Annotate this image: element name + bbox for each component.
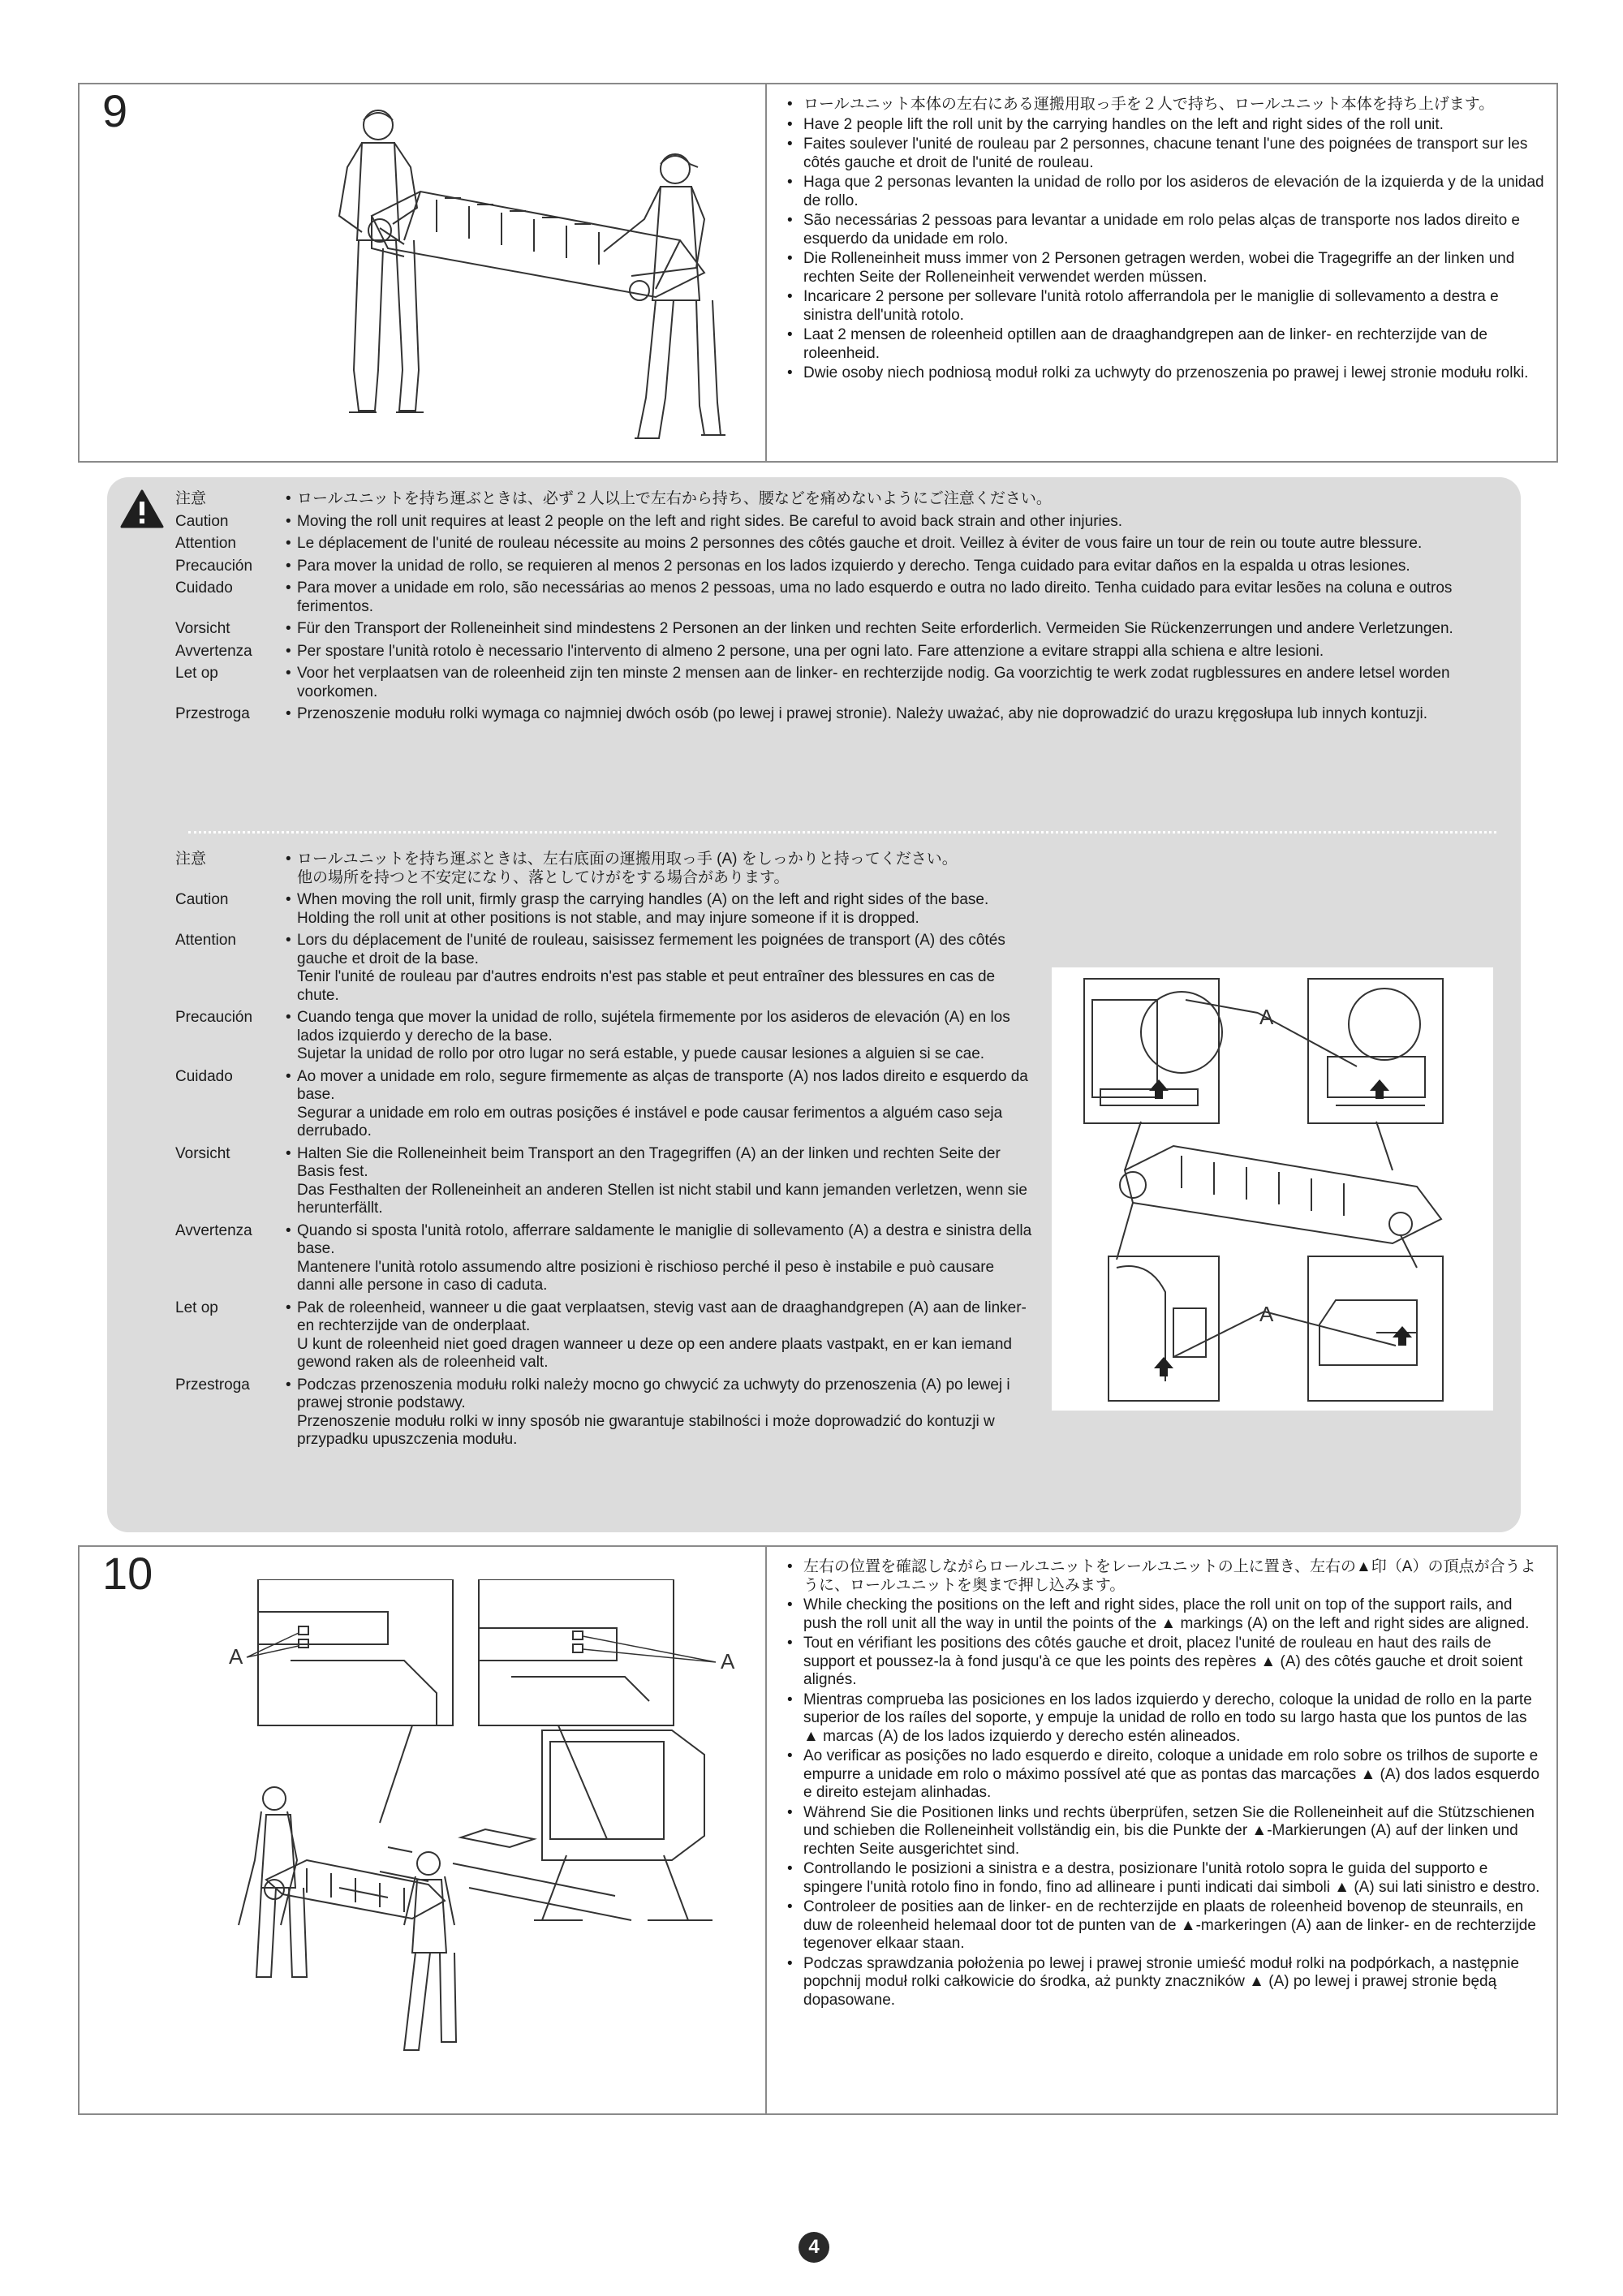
caution-text: • Für den Transport der Rolleneinheit sind mindestens 2 Personen an der linken und rechten Seite erforderlich. Vermeiden Sie Rückenzerrungen und andere Verletzungen. — [286, 620, 1453, 639]
caution-text: • When moving the roll unit, firmly grasp the carrying handles (A) on the left and right sides of the base. Holding the roll unit at other positions is not stable, and may injure someone if it is dropped. — [286, 891, 988, 928]
caution-row-nl — [175, 665, 1522, 701]
instruction-en: • While checking the positions on the left and right sides, place the roll unit on top of the support rails, and push the roll unit all the way in until the points of the ▲ markings (A) on the left and right sides are aligned. — [784, 1596, 1545, 1633]
caution-label: 注意 — [175, 490, 207, 507]
column-divider — [765, 84, 767, 461]
callout-a-label: A — [229, 1644, 243, 1669]
page-number: 4 — [799, 2232, 829, 2263]
caution-text: • Lors du déplacement de l'unité de rouleau, saisissez fermement les poignées de transport (A) des côtés gauche et droit de la base. Tenir l'unité de rouleau par d'autres endroits n'est pas stable et peut entraîner des blessures en cas de chute. — [286, 932, 1035, 1005]
caution-row-en — [175, 891, 1035, 928]
caution-row-fr — [175, 535, 1522, 554]
callout-a-label: A — [721, 1649, 735, 1674]
caution-label: Cuidado — [175, 1067, 233, 1085]
instruction-nl: • Controleer de posities aan de linker- en de rechterzijde en plaats de roleenheid bovenop de steunrails, en duw de roleenheid helemaal door tot de punten van de ▲-markeringen (A) aan de linker- en de rechterzijde tegenover elkaar staan. — [784, 1898, 1545, 1954]
two-people-lifting-roll-unit-illustration — [258, 94, 729, 451]
caution-text: • Moving the roll unit requires at least 2 people on the left and right sides. Be careful to avoid back strain and other injuries. — [286, 513, 1122, 532]
caution-row-nl — [175, 1299, 1035, 1372]
caution-row-it — [175, 1222, 1035, 1295]
caution-text: • Le déplacement de l'unité de rouleau nécessite au moins 2 personnes des côtés gauche et droit. Veillez à éviter de vous faire un tour de rein ou toute autre blessure. — [286, 535, 1422, 554]
caution-row-pt — [175, 579, 1522, 616]
instruction-pt: • São necessárias 2 pessoas para levantar a unidade em rolo pelas alças de transporte nos lados direito e esquerdo da unidade em rolo. — [784, 212, 1545, 248]
caution-list-carrying-handles — [175, 851, 1035, 1454]
instruction-it: • Controllando le posizioni a sinistra e a destra, posizionare l'unità rotolo sopra le guida del supporto e spingere l'unità rotolo fino in fondo, fino ad allineare i punti indicati dai simboli ▲ (A) sui lati sinistro e destro. — [784, 1860, 1545, 1897]
instruction-es: • Mientras comprueba las posiciones en los lados izquierdo y derecho, coloque la unidad de rollo en la parte superior de los raíles del soporte, y empuje la unidad de rollo en todo su largo hasta que los puntos de las ▲ marcas (A) de los lados izquierdo y derecho estén alineados. — [784, 1691, 1545, 1747]
caution-row-de — [175, 620, 1522, 639]
step-10 — [78, 1545, 1558, 2115]
caution-label: Attention — [175, 932, 236, 949]
instruction-de: • Die Rolleneinheit muss immer von 2 Personen getragen werden, wobei die Tragegriffe an der linken und rechten Seite der Rolleneinheit verwendet werden müssen. — [784, 250, 1545, 286]
instruction-nl: • Laat 2 mensen de roleenheid optillen aan de draaghandgrepen aan de linker- en rechterzijde van de roleenheid. — [784, 326, 1545, 363]
caution-label: Przestroga — [175, 1376, 250, 1394]
caution-label: Let op — [175, 1299, 218, 1316]
caution-row-fr — [175, 932, 1035, 1005]
instruction-es: • Haga que 2 personas levanten la unidad de rollo por los asideros de elevación de la izquierda y de la unidad de rollo. — [784, 174, 1545, 210]
caution-label: Vorsicht — [175, 1144, 230, 1162]
caution-label: Avvertenza — [175, 642, 252, 660]
caution-text: • Per spostare l'unità rotolo è necessario l'intervento di almeno 2 persone, una per ogni lato. Fare attenzione a evitare strappi alla schiena e altre lesioni. — [286, 643, 1324, 661]
callout-a-label: A — [1259, 1302, 1274, 1326]
carrying-handles-detail-illustration — [1052, 967, 1493, 1411]
caution-label: Vorsicht — [175, 620, 230, 637]
caution-row-en — [175, 513, 1522, 532]
caution-label: Przestroga — [175, 705, 250, 722]
step-9-instructions — [784, 96, 1545, 385]
caution-row-ja — [175, 490, 1522, 509]
roll-unit-placement-illustration — [209, 1579, 761, 2083]
caution-text: • Ao mover a unidade em rolo, segure firmemente as alças de transporte (A) nos lados direito e esquerdo da base. Segurar a unidade em rolo em outras posições é instável e pode causar ferimentos a alguém caso seja derrubado. — [286, 1068, 1035, 1141]
dotted-separator — [188, 831, 1496, 834]
instruction-de: • Während Sie die Positionen links und rechts überprüfen, setzen Sie die Rolleneinheit auf die Stützschienen und schieben die Rolleneinheit vollständig ein, bis die Punkte der ▲-Markierungen (A) auf der linken und rechten Seite ausgerichtet sind. — [784, 1804, 1545, 1859]
step-number: 10 — [102, 1548, 153, 1599]
caution-label: Avvertenza — [175, 1221, 252, 1239]
callout-a-label: A — [1259, 1005, 1274, 1029]
caution-text: • ロールユニットを持ち運ぶときは、左右底面の運搬用取っ手 (A) をしっかりと持ってください。 他の場所を持つと不安定になり、落としてけがをする場合があります。 — [286, 851, 958, 887]
instruction-ja: • 左右の位置を確認しながらロールユニットをレールユニットの上に置き、左右の▲印（A）の頂点が合うように、ロールユニットを奥まで押し込みます。 — [784, 1558, 1545, 1595]
caution-list-back-strain — [175, 490, 1522, 728]
caution-text: • Halten Sie die Rolleneinheit beim Transport an den Tragegriffen (A) an der linken und rechten Seite der Basis fest. Das Festhalten der Rolleneinheit an anderen Stellen ist nicht stabil und kann jemanden verletzen, wenn sie herunterfällt. — [286, 1145, 1035, 1218]
caution-text: • Pak de roleenheid, wanneer u die gaat verplaatsen, stevig vast aan de draaghandgrepen (A) aan de linker- en rechterzijde van de onderplaat. U kunt de roleenheid niet goed dragen wanneer u deze op een andere plaats vastpakt, en er kan iemand gewond raken als de roleenheid valt. — [286, 1299, 1035, 1372]
step-10-instructions — [784, 1558, 1545, 2011]
caution-label: 注意 — [175, 851, 207, 868]
caution-text: • Voor het verplaatsen van de roleenheid zijn ten minste 2 mensen aan de linker- en rechterzijde nodig. Ga voorzichtig te werk zodat rugblessures en andere letsel worden voorkomen. — [286, 665, 1522, 701]
caution-row-pl — [175, 1376, 1035, 1450]
step-9 — [78, 83, 1558, 463]
instruction-fr: • Faites soulever l'unité de rouleau par 2 personnes, chacune tenant l'une des poignées de transport sur les côtés gauche et droit de l'unité de rouleau. — [784, 136, 1545, 172]
caution-label: Precaución — [175, 1009, 253, 1026]
caution-text: • Przenoszenie modułu rolki wymaga co najmniej dwóch osób (po lewej i prawej stronie). Należy uważać, aby nie doprowadzić do urazu kręgosłupa lub innych kontuzji. — [286, 705, 1427, 724]
warning-triangle-icon — [120, 489, 164, 529]
caution-text: • Para mover la unidad de rollo, se requieren al menos 2 personas en los lados izquierdo y derecho. Tenga cuidado para evitar daños en la espalda u otras lesiones. — [286, 558, 1410, 576]
instruction-pl: • Podczas sprawdzania położenia po lewej i prawej stronie umieść moduł rolki na podpórkach, a następnie popchnij moduł rolki całkowicie do środka, aż punkty znaczników ▲ (A) po lewej i prawej stronie będą dopasowane. — [784, 1955, 1545, 2010]
instruction-it: • Incaricare 2 persone per sollevare l'unità rotolo afferrandola per le maniglie di sollevamento a destra e sinistra dell'unità rotolo. — [784, 288, 1545, 325]
caution-row-it — [175, 643, 1522, 661]
caution-row-es — [175, 1009, 1035, 1064]
caution-label: Cuidado — [175, 579, 233, 597]
caution-label: Caution — [175, 891, 229, 908]
instruction-fr: • Tout en vérifiant les positions des côtés gauche et droit, placez l'unité de rouleau en haut des rails de support et poussez-la à fond jusqu'à ce que les points des repères ▲ (A) des côtés gauche et droit soient alignés. — [784, 1635, 1545, 1690]
caution-row-de — [175, 1145, 1035, 1218]
caution-row-pt — [175, 1068, 1035, 1141]
column-divider — [765, 1547, 767, 2113]
step-number: 9 — [102, 85, 128, 136]
instruction-en: • Have 2 people lift the roll unit by the carrying handles on the left and right sides of the roll unit. — [784, 116, 1545, 135]
caution-text: • Quando si sposta l'unità rotolo, afferrare saldamente le maniglie di sollevamento (A) a destra e sinistra della base. Mantenere l'unità rotolo assumendo altre posizioni è rischioso perché il peso è instabile e può causare danni alle persone in caso di caduta. — [286, 1222, 1035, 1295]
caution-row-ja — [175, 851, 1035, 887]
caution-panel — [107, 477, 1521, 1532]
instruction-pl: • Dwie osoby niech podniosą moduł rolki za uchwyty do przenoszenia po prawej i lewej stronie modułu rolki. — [784, 364, 1545, 383]
caution-text: • ロールユニットを持ち運ぶときは、必ず２人以上で左右から持ち、腰などを痛めないようにご注意ください。 — [286, 490, 1052, 509]
caution-label: Precaución — [175, 557, 253, 575]
caution-label: Attention — [175, 535, 236, 552]
caution-label: Let op — [175, 665, 218, 682]
caution-label: Caution — [175, 512, 229, 530]
caution-text: • Podczas przenoszenia modułu rolki należy mocno go chwycić za uchwyty do przenoszenia (A) po lewej i prawej stronie podstawy. Przenoszenie modułu rolki w inny sposób nie gwarantuje stabilności i może doprowadzić do kontuzji w przypadku upuszczenia modułu. — [286, 1376, 1035, 1450]
instruction-pt: • Ao verificar as posições no lado esquerdo e direito, coloque a unidade em rolo sobre os trilhos de suporte e empurre a unidade em rolo o máximo possível até que as pontas das marcações ▲ (A) dos lados esquerdo e direito estejam alinhadas. — [784, 1747, 1545, 1803]
caution-text: • Para mover a unidade em rolo, são necessárias ao menos 2 pessoas, uma no lado esquerdo e outra no lado direito. Tenha cuidado para evitar lesões na coluna e outros ferimentos. — [286, 579, 1522, 616]
caution-text: • Cuando tenga que mover la unidad de rollo, sujétela firmemente por los asideros de elevación (A) en los lados izquierdo y derecho de la base. Sujetar la unidad de rollo por otro lugar no será estable, y puede causar lesiones a alguien si se cae. — [286, 1009, 1035, 1064]
caution-row-es — [175, 558, 1522, 576]
instruction-ja: • ロールユニット本体の左右にある運搬用取っ手を２人で持ち、ロールユニット本体を持ち上げます。 — [784, 96, 1545, 114]
caution-row-pl — [175, 705, 1522, 724]
